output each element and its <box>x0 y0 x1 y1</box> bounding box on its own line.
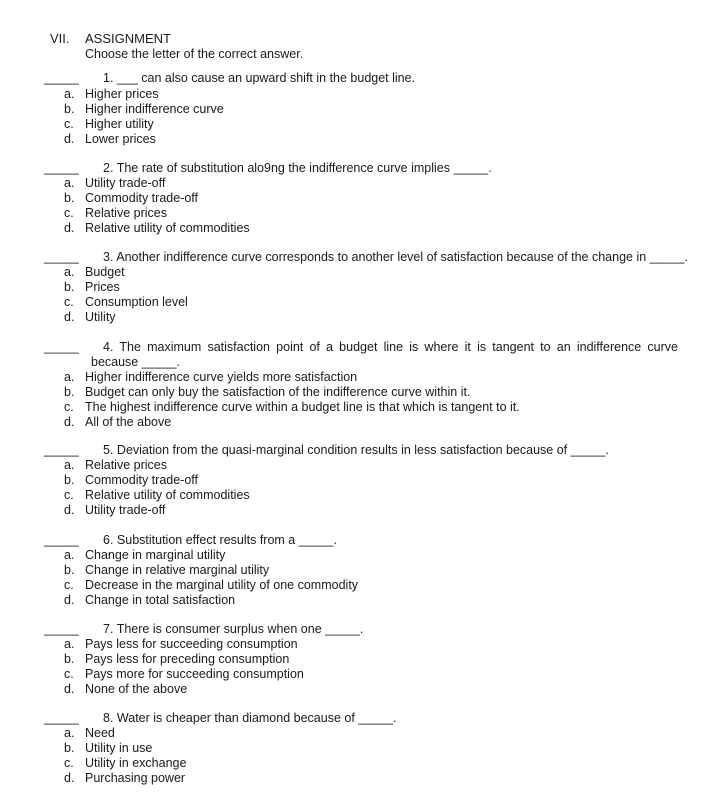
question-body: The maximum satisfaction point of a budget line is where it is tangent to an indifference curve <box>119 340 678 354</box>
question-text <box>103 250 688 265</box>
answer-blank[interactable]: _____ <box>44 250 79 264</box>
choice-d <box>64 593 235 608</box>
question-body: Another indifference curve corresponds to another level of satisfaction because of the change in _____. <box>116 250 688 264</box>
choice-text: Higher utility <box>85 117 154 131</box>
choice-letter: a. <box>64 265 75 279</box>
choice-text: Utility <box>85 310 116 324</box>
choice-b <box>64 280 120 295</box>
answer-blank[interactable]: _____ <box>44 71 79 85</box>
question-number: 7. <box>103 622 114 636</box>
choice-letter: d. <box>64 132 75 146</box>
question-text <box>103 711 397 726</box>
choice-letter: d. <box>64 503 75 517</box>
question-number: 5. <box>103 443 114 457</box>
choice-a <box>64 370 357 385</box>
choice-letter: d. <box>64 593 75 607</box>
choice-text: Consumption level <box>85 295 188 309</box>
answer-blank[interactable]: _____ <box>44 533 79 547</box>
choice-text: Higher indifference curve yields more satisfaction <box>85 370 358 384</box>
question-body: Deviation from the quasi-marginal condition results in less satisfaction because of _____. <box>116 443 609 457</box>
choice-c <box>64 117 154 132</box>
choice-letter: c. <box>64 206 74 220</box>
choice-d <box>64 310 116 325</box>
question-text <box>103 533 337 548</box>
choice-letter: b. <box>64 473 75 487</box>
choice-letter: a. <box>64 726 75 740</box>
choice-d <box>64 132 156 147</box>
choice-text: Pays more for succeeding consumption <box>85 667 304 681</box>
question-body: can also cause an upward shift in the budget line. <box>141 71 416 85</box>
choice-text: Pays less for succeeding consumption <box>85 637 298 651</box>
choice-a <box>64 458 167 473</box>
choice-text: Relative prices <box>85 206 167 220</box>
choice-b <box>64 102 224 117</box>
choice-c <box>64 756 186 771</box>
inline-blank: ___ <box>116 71 138 85</box>
choice-text: Relative prices <box>85 458 167 472</box>
choice-letter: a. <box>64 176 75 190</box>
choice-letter: d. <box>64 221 75 235</box>
answer-blank[interactable]: _____ <box>44 340 79 354</box>
choice-letter: d. <box>64 771 75 785</box>
choice-letter: c. <box>64 578 74 592</box>
question-number: 6. <box>103 533 114 547</box>
choice-text: Decrease in the marginal utility of one commodity <box>85 578 359 592</box>
answer-blank[interactable]: _____ <box>44 161 79 175</box>
choice-text: Utility in exchange <box>85 756 187 770</box>
choice-letter: a. <box>64 87 75 101</box>
question-body: Substitution effect results from a _____. <box>116 533 337 547</box>
choice-a <box>64 265 125 280</box>
choice-c <box>64 206 167 221</box>
choice-text: Utility trade-off <box>85 503 166 517</box>
choice-a <box>64 87 159 102</box>
answer-blank[interactable]: _____ <box>44 443 79 457</box>
choice-c <box>64 400 520 415</box>
choice-text: All of the above <box>85 415 172 429</box>
choice-text: Budget <box>85 265 125 279</box>
choice-letter: c. <box>64 400 74 414</box>
choice-letter: b. <box>64 741 75 755</box>
choice-letter: d. <box>64 682 75 696</box>
instructions: Choose the letter of the correct answer. <box>85 47 304 61</box>
question-number: 3. <box>103 250 114 264</box>
choice-text: Higher indifference curve <box>85 102 224 116</box>
choice-text: Relative utility of commodities <box>85 488 250 502</box>
question-body: Water is cheaper than diamond because of _____. <box>116 711 397 725</box>
choice-letter: b. <box>64 652 75 666</box>
question-text <box>103 622 363 637</box>
choice-text: The highest indifference curve within a budget line is that which is tangent to it. <box>85 400 520 414</box>
choice-text: Purchasing power <box>85 771 186 785</box>
choice-letter: c. <box>64 488 74 502</box>
choice-text: Utility trade-off <box>85 176 166 190</box>
section-number: VII. <box>50 31 70 46</box>
answer-blank[interactable]: _____ <box>44 711 79 725</box>
choice-letter: b. <box>64 280 75 294</box>
choice-text: Higher prices <box>85 87 159 101</box>
choice-d <box>64 221 250 236</box>
choice-text: Relative utility of commodities <box>85 221 250 235</box>
choice-text: Change in total satisfaction <box>85 593 236 607</box>
choice-d <box>64 771 185 786</box>
choice-text: Prices <box>85 280 120 294</box>
choice-d <box>64 415 171 430</box>
answer-blank[interactable]: _____ <box>44 622 79 636</box>
choice-letter: b. <box>64 563 75 577</box>
choice-a <box>64 637 298 652</box>
choice-c <box>64 667 304 682</box>
question-body: There is consumer surplus when one _____. <box>116 622 364 636</box>
question-text <box>103 340 678 355</box>
question-number: 8. <box>103 711 114 725</box>
choice-text: Commodity trade-off <box>85 473 199 487</box>
choice-c <box>64 578 358 593</box>
choice-text: Lower prices <box>85 132 156 146</box>
choice-text: Utility in use <box>85 741 153 755</box>
choice-text: Change in relative marginal utility <box>85 563 270 577</box>
choice-b <box>64 191 198 206</box>
choice-text: Need <box>85 726 115 740</box>
choice-c <box>64 488 250 503</box>
question-text <box>103 161 492 176</box>
choice-a <box>64 726 115 741</box>
choice-letter: c. <box>64 295 74 309</box>
choice-d <box>64 682 187 697</box>
choice-b <box>64 473 198 488</box>
question-body: The rate of substitution alo9ng the indifference curve implies _____. <box>116 161 492 175</box>
question-number: 1. <box>103 71 114 85</box>
choice-d <box>64 503 165 518</box>
choice-text: None of the above <box>85 682 188 696</box>
choice-letter: a. <box>64 458 75 472</box>
choice-letter: d. <box>64 415 75 429</box>
question-number: 4. <box>103 340 114 354</box>
choice-letter: b. <box>64 385 75 399</box>
choice-b <box>64 652 289 667</box>
choice-letter: c. <box>64 756 74 770</box>
choice-b <box>64 741 152 756</box>
choice-text: Budget can only buy the satisfaction of the indifference curve within it. <box>85 385 471 399</box>
choice-text: Change in marginal utility <box>85 548 226 562</box>
choice-letter: b. <box>64 191 75 205</box>
choice-text: Commodity trade-off <box>85 191 199 205</box>
choice-letter: c. <box>64 117 74 131</box>
choice-letter: a. <box>64 370 75 384</box>
choice-letter: a. <box>64 637 75 651</box>
choice-letter: d. <box>64 310 75 324</box>
question-number: 2. <box>103 161 114 175</box>
question-text <box>103 443 609 458</box>
choice-a <box>64 176 165 191</box>
choice-text: Pays less for preceding consumption <box>85 652 290 666</box>
question-text-continued: because _____. <box>91 355 180 369</box>
choice-letter: a. <box>64 548 75 562</box>
choice-a <box>64 548 225 563</box>
choice-letter: b. <box>64 102 75 116</box>
choice-letter: c. <box>64 667 74 681</box>
choice-c <box>64 295 188 310</box>
choice-b <box>64 385 470 400</box>
question-text <box>103 71 415 86</box>
choice-b <box>64 563 269 578</box>
section-title: ASSIGNMENT <box>85 31 171 46</box>
